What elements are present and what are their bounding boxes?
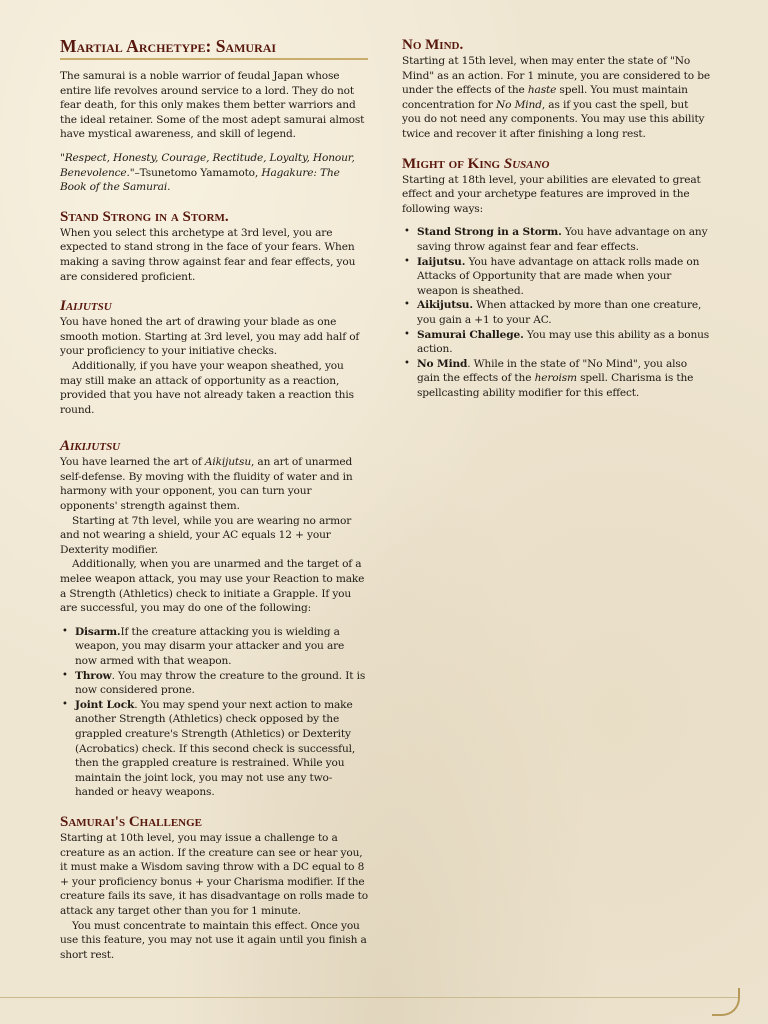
- heading-samurai-challenge: Samurai's Challenge: [60, 813, 202, 830]
- heading-stand-strong: Stand Strong in a Storm.: [60, 208, 229, 225]
- might-title-b: Susano: [503, 155, 550, 172]
- bullet-icon: •: [62, 698, 68, 710]
- challenge-text-1: Starting at 10th level, you may issue a challenge to a creature as an action. If the creature can see or hear you, it must make a Wisdom saving throw with a DC equal to 8 + your proficiency bonus + your Charisma modifier. If the creature fails its save, it has disadvantage on rolls made to attack any target other than you for 1 minute.: [60, 831, 369, 917]
- might-list: [402, 225, 710, 400]
- footer-rule: [0, 997, 740, 998]
- heading-might-of-king-susano: [402, 155, 710, 173]
- list-item-term: Stand Strong in a Storm.: [417, 226, 562, 239]
- iaijutsu-text-1: You have honed the art of drawing your blade as one smooth motion. Starting at 3rd level, you may add half of your proficiency to your initiative checks.: [60, 316, 360, 358]
- list-item: [404, 255, 710, 299]
- quote-author: –Tsunetomo Yamamoto,: [134, 166, 262, 179]
- might-title-a: Might of King: [402, 155, 504, 172]
- bullet-icon: •: [404, 357, 410, 369]
- list-item-text: . While in the state of "No Mind", you also gain the effects of the: [417, 357, 687, 385]
- list-item-text: If the creature attacking you is wielding a weapon, you may disarm your attacker and you are now armed with that weapon.: [75, 625, 345, 667]
- list-item-text: You have advantage on attack rolls made on Attacks of Opportunity that are made when your weapon is sheathed.: [417, 255, 700, 297]
- list-item: [62, 669, 368, 698]
- no-mind-text: [402, 54, 710, 142]
- list-item-text: . You may spend your next action to make another Strength (Athletics) check opposed by the grappled creature's Strength (Athletics) or Dexterity (Acrobatics) check. If this second check is successful, then the grappled creature is restrained. While you maintain the joint lock, you may not use any two-handed or heavy weapons.: [75, 698, 356, 799]
- haste-term: haste: [527, 84, 557, 97]
- aikijutsu-text-1a: You have learned the art of: [60, 456, 205, 469]
- list-item: [404, 328, 710, 357]
- list-item-term: Samurai Challege.: [417, 328, 524, 341]
- list-item: [62, 625, 368, 669]
- heroism-term: heroism: [534, 372, 577, 385]
- aikijutsu-text-1: [60, 455, 368, 513]
- quote-end: .: [167, 181, 171, 194]
- iaijutsu-text-2: Additionally, if you have your weapon sheathed, you may still make an attack of opportunity as a reaction, provided that you have not already taken a reaction this round.: [60, 359, 354, 416]
- list-item-text: When attacked by more than one creature, you gain a +1 to your AC.: [417, 299, 702, 326]
- aikijutsu-text-1c: , an art of unarmed self-defense. By moving with the fluidity of water and in harmony with your opponent, you can turn your opponents' strength against them.: [60, 456, 353, 513]
- list-item-term: Disarm.: [75, 625, 121, 638]
- page-title: Martial Archetype: Samurai: [60, 36, 368, 60]
- heading-iaijutsu: Iaijutsu: [60, 298, 112, 315]
- heading-aikijutsu: Aikijutsu: [60, 438, 121, 455]
- list-item-text-end: spell. Charisma is the spellcasting ability modifier for this effect.: [417, 372, 694, 399]
- no-mind-text-a: Starting at 15th level, when may enter the state of "No Mind" as an action. For 1 minute, you are considered to be under the effects of the: [402, 55, 710, 97]
- right-column: [402, 36, 710, 400]
- list-item: [404, 357, 710, 401]
- stand-strong-text: When you select this archetype at 3rd level, you are expected to stand strong in the face of your fears. When making a saving throw against fear and fear effects, you are considered proficient.: [60, 226, 356, 283]
- no-mind-text-e: , as if you cast the spell, but you do not need any components. You may use this ability twice and recover it after finishing a long rest.: [402, 98, 705, 140]
- list-item-term: Throw: [75, 669, 112, 682]
- quote-text: "Respect, Honesty, Courage, Rectitude, Loyalty, Honour, Benevolence.": [60, 151, 355, 179]
- list-item-text: . You may throw the creature to the ground. It is now considered prone.: [75, 669, 366, 697]
- list-item-term: No Mind: [417, 357, 468, 370]
- list-item-text: You have advantage on any saving throw against fear and fear effects.: [417, 226, 708, 253]
- list-item-term: Aikijutsu.: [417, 299, 473, 312]
- heading-no-mind: No Mind.: [402, 37, 464, 53]
- bullet-icon: •: [404, 255, 410, 267]
- list-item: [404, 298, 710, 327]
- no-mind-term: No Mind: [496, 98, 542, 111]
- bullet-icon: •: [404, 299, 410, 311]
- aikijutsu-text-2: Starting at 7th level, while you are wearing no armor and not wearing a shield, your AC equals 12 + your Dexterity modifier.: [60, 514, 352, 556]
- quote-paragraph: [60, 151, 368, 195]
- list-item-text: You may use this ability as a bonus action.: [417, 328, 710, 356]
- no-mind-text-c: spell. You must maintain concentration for: [402, 84, 688, 111]
- bullet-icon: •: [404, 226, 410, 238]
- might-text: Starting at 18th level, your abilities are elevated to great effect and your archetype features are improved in the following ways:: [402, 173, 701, 215]
- left-column: [60, 36, 368, 962]
- aikijutsu-text-3: Additionally, when you are unarmed and the target of a melee weapon attack, you may use your Reaction to make a Strength (Athletics) check to initiate a Grapple. If you are successful, you may do one of the following:: [60, 558, 365, 615]
- list-item: [404, 225, 710, 254]
- bullet-icon: •: [404, 328, 410, 340]
- bullet-icon: •: [62, 625, 68, 637]
- bullet-icon: •: [62, 669, 68, 681]
- aikijutsu-list: [60, 625, 368, 800]
- list-item-term: Joint Lock: [75, 698, 135, 711]
- corner-ornament-icon: [712, 988, 740, 1016]
- intro-paragraph: The samurai is a noble warrior of feudal Japan whose entire life revolves around service to a lord. They do not fear death, for this only makes them better warriors and the ideal retainer. Some of the most adept samurai almost have mystical awareness, and skill of legend.: [60, 70, 365, 141]
- list-item-term: Iaijutsu.: [417, 255, 466, 268]
- aikijutsu-term: Aikijutsu: [204, 456, 251, 469]
- list-item: [62, 698, 368, 800]
- quote-book: Hagakure: The Book of the Samurai: [60, 166, 340, 194]
- challenge-text-2: You must concentrate to maintain this effect. Once you use this feature, you may not use it again until you finish a short rest.: [60, 919, 367, 961]
